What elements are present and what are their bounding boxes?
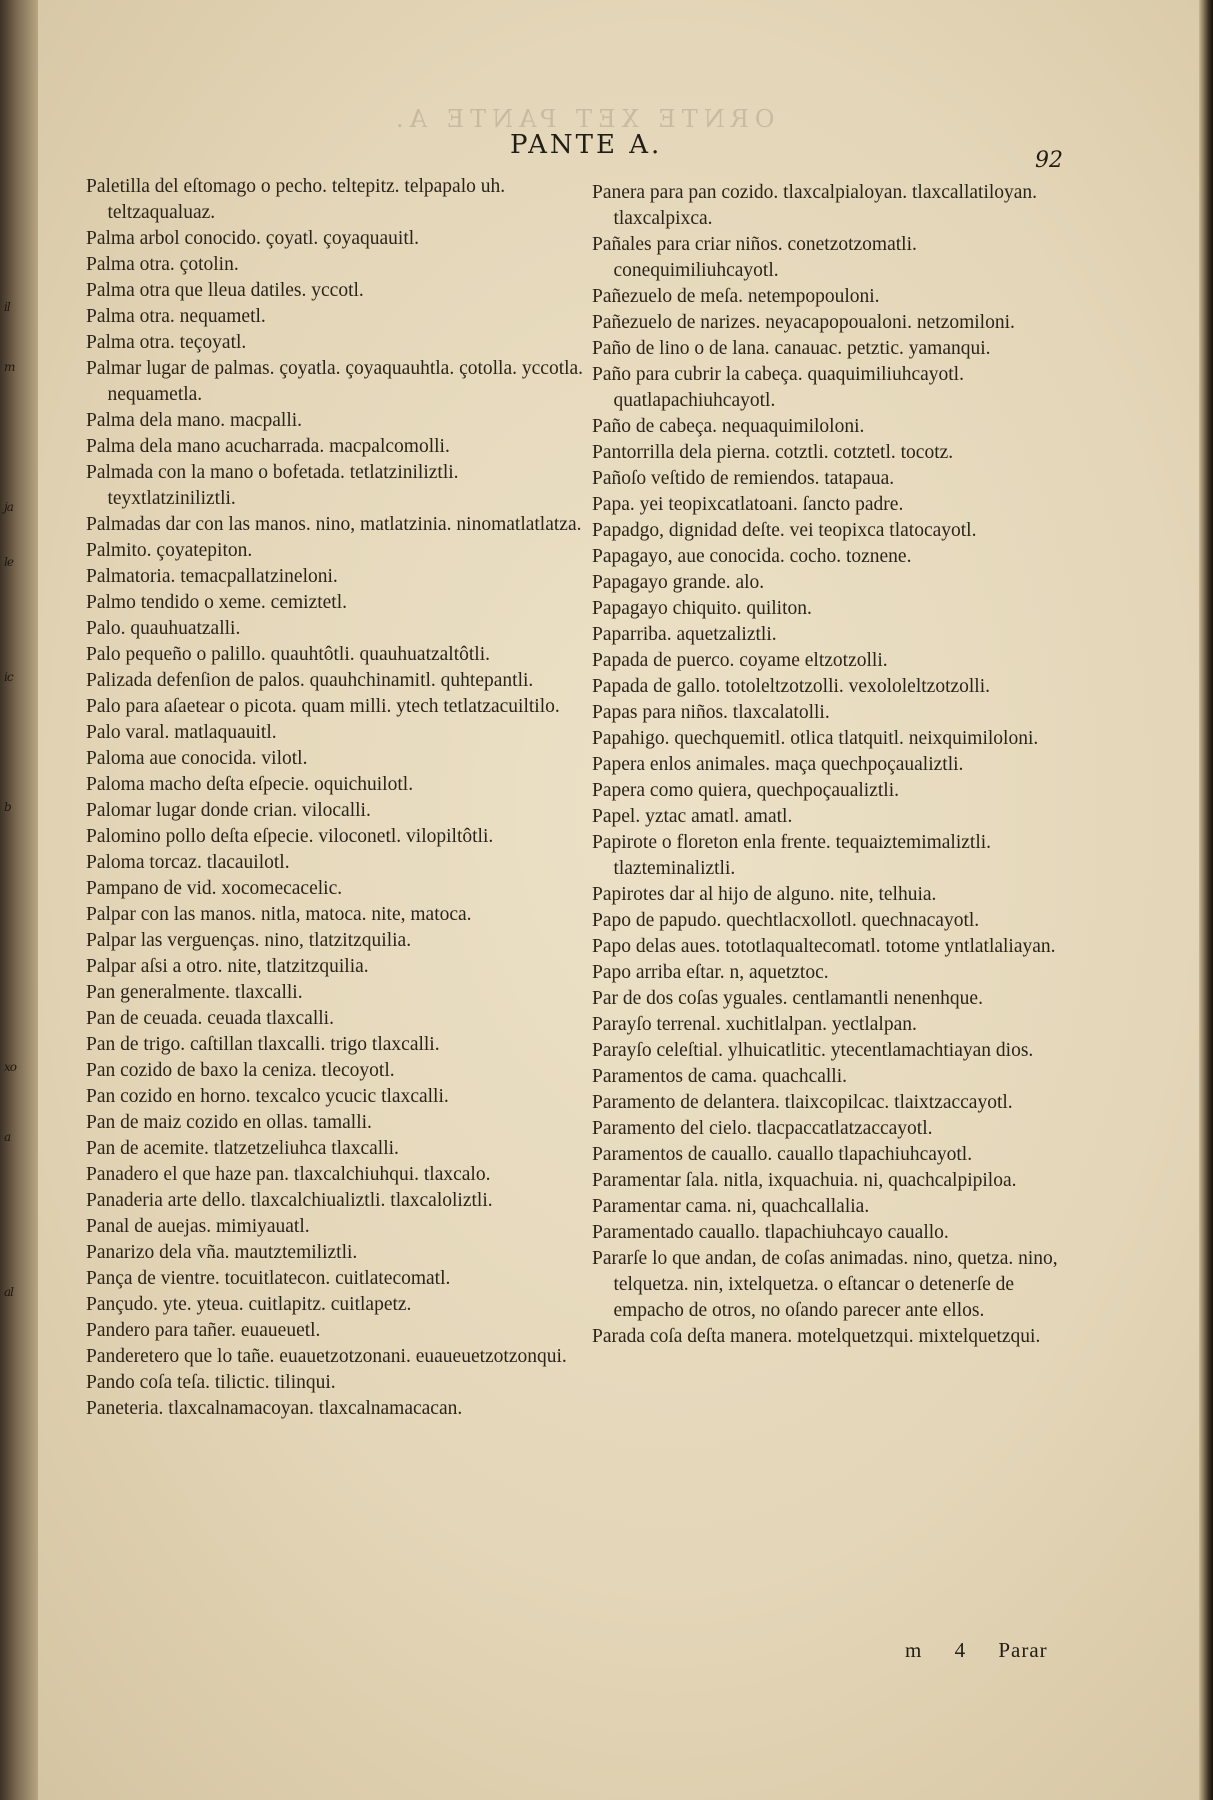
dictionary-entry: Pan generalmente. tlaxcalli. (86, 982, 303, 1003)
dictionary-entry: Palpar las verguenças. nino, tlatzitzquilia. (86, 930, 412, 951)
dictionary-entry: Palmo tendido o xeme. cemiztetl. (86, 592, 348, 613)
running-head: PANTE A. (510, 130, 663, 160)
dictionary-entry: Panadero el que haze pan. tlaxcalchiuhqui. tlaxcalo. (86, 1164, 491, 1185)
dictionary-entry: Palma otra. çotolin. (86, 254, 239, 275)
gutter-fragment: al (4, 1285, 13, 1299)
dictionary-entry: Panal de auejas. mimiyauatl. (86, 1216, 310, 1237)
dictionary-entry: Paramento del cielo. tlacpaccatlatzaccayotl. (592, 1118, 933, 1139)
dictionary-entry: Palo pequeño o palillo. quauhtôtli. quauhuatzaltôtli. (86, 644, 491, 665)
dictionary-entry: Palomar lugar donde crian. vilocalli. (86, 800, 371, 821)
dictionary-entry: Palmar lugar de palmas. çoyatla. çoyaquauhtla. çotolla. yccotla. nequametla. (86, 358, 584, 405)
dictionary-entry: Pantorrilla dela pierna. cotztli. cotztetl. tocotz. (592, 442, 954, 463)
dictionary-entry: Paño de cabeça. nequaquimiloloni. (592, 416, 865, 437)
dictionary-entry: Palomino pollo deſta eſpecie. viloconetl. vilopiltôtli. (86, 826, 494, 847)
dictionary-entry: Pançudo. yte. yteua. cuitlapitz. cuitlapetz. (86, 1294, 412, 1315)
signature-mark: m (905, 1638, 923, 1662)
dictionary-entry: Parada coſa deſta manera. motelquetzqui. mixtelquetzqui. (592, 1326, 1041, 1347)
dictionary-entry: Pañezuelo de narizes. neyacapopoualoni. netzomiloni. (592, 312, 1015, 333)
dictionary-entry: Palmada con la mano o bofetada. tetlatziniliztli. teyxtlatziniliztli. (86, 462, 459, 509)
dictionary-entry: Paramentos de cama. quachcalli. (592, 1066, 848, 1087)
dictionary-entry: Palmadas dar con las manos. nino, matlatzinia. ninomatlatlatza. (86, 514, 582, 535)
dictionary-entry: Paloma macho deſta eſpecie. oquichuilotl. (86, 774, 414, 795)
dictionary-entry: Palma arbol conocido. çoyatl. çoyaquauitl. (86, 228, 420, 249)
dictionary-entry: Paramentar ſala. nitla, ixquachuia. ni, quachcalpipiloa. (592, 1170, 1017, 1191)
bleed-through-text: ORNTE XET PANTE A. (390, 105, 775, 133)
dictionary-entry: Pan de trigo. caſtillan tlaxcalli. trigo tlaxcalli. (86, 1034, 440, 1055)
dictionary-entry: Papada de gallo. totoleltzotzolli. vexololeltzotzolli. (592, 676, 991, 697)
dictionary-entry: Papel. yztac amatl. amatl. (592, 806, 793, 827)
dictionary-entry: Papirote o floreton enla frente. tequaiztemimaliztli. tlazteminaliztli. (592, 832, 992, 879)
dictionary-entry: Panaderia arte dello. tlaxcalchiualiztli. tlaxcaloliztli. (86, 1190, 493, 1211)
dictionary-entry: Pañoſo veſtido de remiendos. tatapaua. (592, 468, 895, 489)
signature-number: 4 (954, 1638, 967, 1662)
dictionary-entry: Pança de vientre. tocuitlatecon. cuitlatecomatl. (86, 1268, 451, 1289)
dictionary-entry: Paloma aue conocida. vilotl. (86, 748, 308, 769)
dictionary-entry: Paño para cubrir la cabeça. quaquimiliuhcayotl. quatlapachiuhcayotl. (592, 364, 964, 411)
dictionary-entry: Papera como quiera, quechpoçaualiztli. (592, 780, 899, 801)
dictionary-entry: Pan de ceuada. ceuada tlaxcalli. (86, 1008, 334, 1029)
gutter-fragment: xo (4, 1060, 16, 1074)
left-column (86, 174, 586, 1422)
dictionary-entry: Pararſe lo que andan, de coſas animadas. nino, quetza. nino, telquetza. nin, ixtelquetza. o eſtancar o detenerſe de empacho de otros, no oſando parecer ante ellos. (592, 1248, 1058, 1321)
dictionary-entry: Palizada defenſion de palos. quauhchinamitl. quhtepantli. (86, 670, 534, 691)
dictionary-entry: Paramentar cama. ni, quachcallalia. (592, 1196, 870, 1217)
dictionary-entry: Papagayo grande. alo. (592, 572, 765, 593)
dictionary-entry: Papagayo, aue conocida. cocho. toznene. (592, 546, 912, 567)
dictionary-entry: Papahigo. quechquemitl. otlica tlatquitl. neixquimiloloni. (592, 728, 1039, 749)
gutter-fragment: a (4, 1130, 11, 1144)
dictionary-entry: Palo varal. matlaquauitl. (86, 722, 277, 743)
dictionary-entry: Panderetero que lo tañe. euauetzotzonani. euaueuetzotzonqui. (86, 1346, 567, 1367)
gutter-fragment: m (4, 360, 15, 374)
dictionary-entry: Palo. quauhuatzalli. (86, 618, 241, 639)
dictionary-entry: Palmito. çoyatepiton. (86, 540, 253, 561)
dictionary-entry: Pan cozido en horno. texcalco ycucic tlaxcalli. (86, 1086, 449, 1107)
dictionary-entry: Palma dela mano. macpalli. (86, 410, 303, 431)
dictionary-entry: Palpar aſsi a otro. nite, tlatzitzquilia. (86, 956, 369, 977)
dictionary-entry: Paramentado cauallo. tlapachiuhcayo cauallo. (592, 1222, 949, 1243)
dictionary-entry: Papagayo chiquito. quiliton. (592, 598, 812, 619)
dictionary-entry: Palma otra. teçoyatl. (86, 332, 247, 353)
dictionary-entry: Papada de puerco. coyame eltzotzolli. (592, 650, 888, 671)
dictionary-entry: Pan de maiz cozido en ollas. tamalli. (86, 1112, 372, 1133)
dictionary-entry: Pandero para tañer. euaueuetl. (86, 1320, 321, 1341)
dictionary-entry: Pando coſa teſa. tilictic. tilinqui. (86, 1372, 336, 1393)
dictionary-entry: Papo delas aues. tototlaqualtecomatl. totome yntlatlaliayan. (592, 936, 1056, 957)
dictionary-entry: Paramento de delantera. tlaixcopilcac. tlaixtzaccayotl. (592, 1092, 1013, 1113)
dictionary-entry: Pañezuelo de meſa. netempopouloni. (592, 286, 880, 307)
dictionary-entry: Palmatoria. temacpallatzineloni. (86, 566, 338, 587)
dictionary-entry: Paloma torcaz. tlacauilotl. (86, 852, 290, 873)
dictionary-entry: Paletilla del eſtomago o pecho. teltepitz. telpapalo uh. teltzaqualuaz. (86, 176, 506, 223)
dictionary-entry: Palma otra que lleua datiles. yccotl. (86, 280, 364, 301)
gutter-fragment: le (4, 555, 13, 569)
dictionary-entry: Papas para niños. tlaxcalatolli. (592, 702, 830, 723)
dictionary-entry: Paño de lino o de lana. canauac. petztic. yamanqui. (592, 338, 991, 359)
catchword: Parar (998, 1638, 1048, 1662)
dictionary-entry: Parayſo celeſtial. ylhuicatlitic. ytecentlamachtiayan dios. (592, 1040, 1034, 1061)
signature-line (905, 1638, 1048, 1663)
dictionary-entry: Paparriba. aquetzaliztli. (592, 624, 777, 645)
dictionary-entry: Palma dela mano acucharrada. macpalcomolli. (86, 436, 450, 457)
dictionary-entry: Pan de acemite. tlatzetzeliuhca tlaxcalli. (86, 1138, 399, 1159)
dictionary-entry: Papo de papudo. quechtlacxollotl. quechnacayotl. (592, 910, 980, 931)
left-gutter-shadow (0, 0, 38, 1800)
dictionary-entry: Palo para aſaetear o picota. quam milli. ytech tetlatzacuiltilo. (86, 696, 560, 717)
page-number: 92 (1035, 148, 1063, 173)
dictionary-entry: Parayſo terrenal. xuchitlalpan. yectlalpan. (592, 1014, 917, 1035)
dictionary-entry: Papera enlos animales. maça quechpoçaualiztli. (592, 754, 964, 775)
dictionary-entry: Papirotes dar al hijo de alguno. nite, telhuia. (592, 884, 937, 905)
gutter-fragment: ic (4, 670, 13, 684)
gutter-fragment: b (4, 800, 11, 814)
dictionary-entry: Papadgo, dignidad deſte. vei teopixca tlatocayotl. (592, 520, 977, 541)
right-page-edge (1199, 0, 1213, 1800)
dictionary-entry: Panera para pan cozido. tlaxcalpialoyan. tlaxcallatiloyan. tlaxcalpixca. (592, 182, 1038, 229)
gutter-fragment: ja (4, 500, 13, 514)
dictionary-entry: Pan cozido de baxo la ceniza. tlecoyotl. (86, 1060, 395, 1081)
dictionary-entry: Pampano de vid. xocomecacelic. (86, 878, 343, 899)
dictionary-entry: Papo arriba eſtar. n, aquetztoc. (592, 962, 829, 983)
dictionary-entry: Papa. yei teopixcatlatoani. ſancto padre. (592, 494, 904, 515)
dictionary-entry: Paneteria. tlaxcalnamacoyan. tlaxcalnamacacan. (86, 1398, 463, 1419)
gutter-fragment: il (4, 300, 10, 314)
dictionary-entry: Palpar con las manos. nitla, matoca. nite, matoca. (86, 904, 472, 925)
dictionary-entry: Panarizo dela vña. mautztemiliztli. (86, 1242, 358, 1263)
dictionary-entry: Par de dos coſas yguales. centlamantli nenenhque. (592, 988, 983, 1009)
dictionary-entry: Palma otra. nequametl. (86, 306, 266, 327)
dictionary-entry: Paramentos de cauallo. cauallo tlapachiuhcayotl. (592, 1144, 973, 1165)
dictionary-entry: Pañales para criar niños. conetzotzomatli. conequimiliuhcayotl. (592, 234, 917, 281)
right-column (592, 180, 1082, 1350)
